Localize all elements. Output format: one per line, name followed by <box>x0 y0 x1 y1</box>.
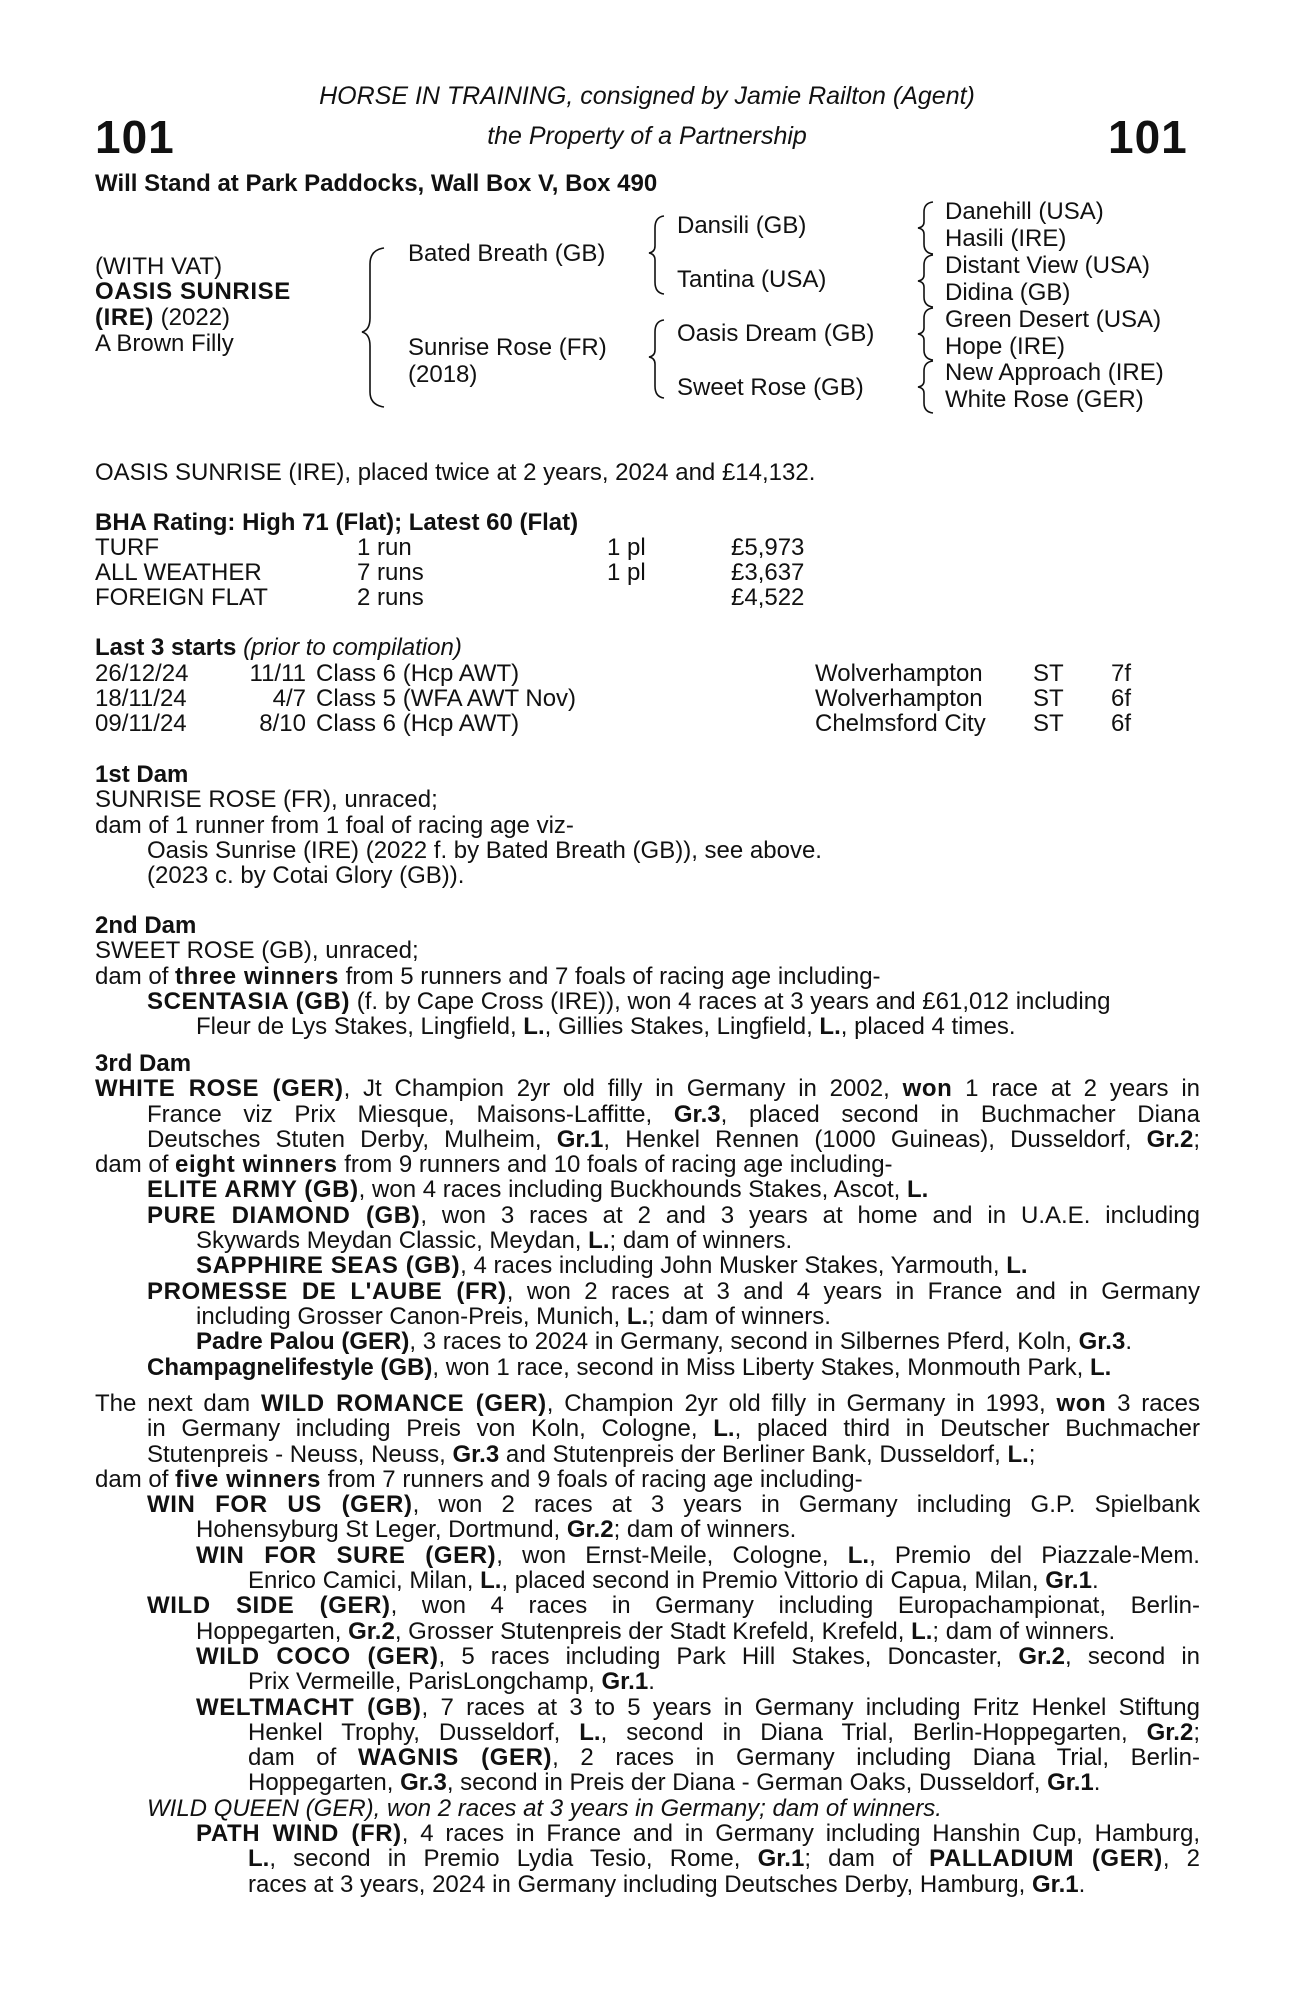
start-type: ST <box>1033 710 1064 737</box>
section-heading: 1st Dam <box>95 761 189 788</box>
produce-line: (2023 c. by Cotai Glory (GB)). <box>147 862 465 890</box>
produce-line: SAPPHIRE SEAS (GB), 4 races including John Musker Stakes, Yarmouth, L. <box>196 1252 1028 1280</box>
start-course: Chelmsford City <box>815 710 986 737</box>
horse-year: (2022) <box>154 304 231 331</box>
race-summary: OASIS SUNRISE (IRE), placed twice at 2 years, 2024 and £14,132. <box>95 459 816 486</box>
rating-surface: TURF <box>95 534 159 561</box>
consignor-line: HORSE IN TRAINING, consigned by Jamie Railton (Agent) <box>319 82 975 110</box>
produce-line: PURE DIAMOND (GB), won 3 races at 2 and 3 years at home and in U.A.E. including <box>147 1201 1200 1229</box>
produce-line: including Grosser Canon-Preis, Munich, L.; dam of winners. <box>196 1302 831 1330</box>
start-course: Wolverhampton <box>815 660 983 687</box>
dam-line: The next dam WILD ROMANCE (GER), Champion 2yr old filly in Germany in 1993, won 3 races <box>95 1390 1200 1417</box>
start-course: Wolverhampton <box>815 685 983 712</box>
dam-line: dam of five winners from 7 runners and 9 foals of racing age including- <box>95 1465 863 1493</box>
pedigree-dam-year: (2018) <box>408 361 478 388</box>
pedigree-dss: Green Desert (USA) <box>945 306 1162 333</box>
pedigree-sire-sire: Dansili (GB) <box>677 212 807 239</box>
pedigree-ssd: Hasili (IRE) <box>945 225 1067 252</box>
rating-money: £4,522 <box>731 584 805 611</box>
start-race: Class 6 (Hcp AWT) <box>316 710 520 737</box>
rating-money: £3,637 <box>731 559 805 586</box>
start-type: ST <box>1033 660 1064 687</box>
produce-line: PROMESSE DE L'AUBE (FR), won 2 races at 3 and 4 years in France and in Germany <box>147 1277 1200 1305</box>
pedigree-sds: Distant View (USA) <box>945 252 1150 279</box>
last-starts-title: Last 3 starts <box>95 634 237 661</box>
produce-line: Padre Palou (GER), 3 races to 2024 in Germany, second in Silbernes Pferd, Koln, Gr.3. <box>196 1328 1132 1356</box>
dam-line: France viz Prix Miesque, Maisons-Laffitte, Gr.3, placed second in Buchmacher Diana <box>147 1100 1200 1128</box>
start-date: 26/12/24 <box>95 660 189 687</box>
produce-line: Prix Vermeille, ParisLongchamp, Gr.1. <box>248 1668 655 1696</box>
produce-line: Hohensyburg St Leger, Dortmund, Gr.2; dam of winners. <box>196 1516 797 1544</box>
pedigree-dds: New Approach (IRE) <box>945 359 1164 386</box>
pedigree-dam-dam: Sweet Rose (GB) <box>677 374 864 401</box>
produce-line: WIN FOR US (GER), won 2 races at 3 years in Germany including G.P. Spielbank <box>147 1491 1200 1519</box>
rating-surface: FOREIGN FLAT <box>95 584 268 611</box>
start-distance: 7f <box>1111 660 1132 687</box>
produce-line: WILD SIDE (GER), won 4 races in Germany including Europachampionat, Berlin- <box>147 1592 1201 1620</box>
rating-placed: 1 pl <box>607 534 646 561</box>
produce-line: L., second in Premio Lydia Tesio, Rome, Gr.1; dam of PALLADIUM (GER), 2 <box>248 1845 1201 1873</box>
pedigree-dam: Sunrise Rose (FR) <box>408 334 607 361</box>
rating-runs: 2 runs <box>357 584 424 611</box>
start-race: Class 5 (WFA AWT Nov) <box>316 685 577 712</box>
horse-description: A Brown Filly <box>95 330 234 357</box>
produce-line: Henkel Trophy, Dusseldorf, L., second in Diana Trial, Berlin-Hoppegarten, Gr.2; <box>248 1718 1200 1746</box>
dam-line: SWEET ROSE (GB), unraced; <box>95 937 419 965</box>
dam-line: dam of three winners from 5 runners and 7 foals of racing age including- <box>95 962 881 990</box>
produce-line: Enrico Camici, Milan, L., placed second in Premio Vittorio di Capua, Milan, Gr.1. <box>248 1567 1099 1595</box>
third-dam-section <box>95 1051 1200 1380</box>
dam-line: dam of 1 runner from 1 foal of racing age viz- <box>95 811 574 839</box>
start-date: 18/11/24 <box>95 685 187 712</box>
dam-line: Stutenpreis - Neuss, Neuss, Gr.3 and Stutenpreis der Berliner Bank, Dusseldorf, L.; <box>147 1440 1036 1468</box>
rating-runs: 7 runs <box>357 559 424 586</box>
section-heading: 3rd Dam <box>95 1050 192 1077</box>
rating-runs: 1 run <box>357 534 412 561</box>
pedigree-sire: Bated Breath (GB) <box>408 240 606 267</box>
first-dam-section <box>95 762 1200 888</box>
produce-line: Champagnelifestyle (GB), won 1 race, second in Miss Liberty Stakes, Monmouth Park, L. <box>147 1353 1112 1381</box>
start-position: 4/7 <box>272 685 306 712</box>
pedigree-sdd: Didina (GB) <box>945 279 1071 306</box>
rating-surface: ALL WEATHER <box>95 559 262 586</box>
second-dam-section <box>95 913 1200 1039</box>
produce-line: dam of WAGNIS (GER), 2 races in Germany including Diana Trial, Berlin- <box>248 1744 1200 1772</box>
dam-line: dam of eight winners from 9 runners and 10 foals of racing age including- <box>95 1151 893 1179</box>
bha-rating: BHA Rating: High 71 (Flat); Latest 60 (Flat) <box>95 509 579 536</box>
produce-line: Hoppegarten, Gr.2, Grosser Stutenpreis der Stadt Krefeld, Krefeld, L.; dam of winners. <box>196 1617 1116 1645</box>
rating-money: £5,973 <box>731 534 805 561</box>
dam-line: WHITE ROSE (GER), Jt Champion 2yr old filly in Germany in 2002, won 1 race at 2 years in <box>95 1075 1200 1103</box>
produce-line: Fleur de Lys Stakes, Lingfield, L., Gillies Stakes, Lingfield, L., placed 4 times. <box>196 1013 1016 1041</box>
pedigree-sss: Danehill (USA) <box>945 198 1104 225</box>
start-type: ST <box>1033 685 1064 712</box>
produce-line: races at 3 years, 2024 in Germany including Deutsches Derby, Hamburg, Gr.1. <box>248 1870 1086 1898</box>
start-distance: 6f <box>1111 685 1132 712</box>
property-line: the Property of a Partnership <box>487 122 807 150</box>
pedigree-sire-dam: Tantina (USA) <box>677 266 827 293</box>
produce-line: WELTMACHT (GB), 7 races at 3 to 5 years in Germany including Fritz Henkel Stiftung <box>196 1693 1201 1721</box>
produce-line: ELITE ARMY (GB), won 4 races including Buckhounds Stakes, Ascot, L. <box>147 1176 929 1204</box>
rating-placed: 1 pl <box>607 559 646 586</box>
dam-line: in Germany including Preis von Koln, Cologne, L., placed third in Deutscher Buchmacher <box>147 1415 1200 1443</box>
vat-note: (WITH VAT) <box>95 253 223 280</box>
dam-line: Deutsches Stuten Derby, Mulheim, Gr.1, Henkel Rennen (1000 Guineas), Dusseldorf, Gr.2; <box>147 1125 1200 1153</box>
horse-country: (IRE) <box>95 304 154 331</box>
produce-line: WIN FOR SURE (GER), won Ernst-Meile, Cologne, L., Premio del Piazzale-Mem. <box>196 1541 1200 1569</box>
produce-line: Skywards Meydan Classic, Meydan, L.; dam of winners. <box>196 1227 793 1255</box>
pedigree-braces <box>0 0 1315 420</box>
start-race: Class 6 (Hcp AWT) <box>316 660 520 687</box>
dam-line: SUNRISE ROSE (FR), unraced; <box>95 786 438 814</box>
start-distance: 6f <box>1111 710 1132 737</box>
pedigree-dsd: Hope (IRE) <box>945 333 1066 360</box>
lot-number-right: 101 <box>1108 111 1188 163</box>
next-dam-section <box>95 1391 1200 1897</box>
start-position: 11/11 <box>249 660 306 687</box>
produce-line: PATH WIND (FR), 4 races in France and in Germany including Hanshin Cup, Hamburg, <box>196 1820 1200 1848</box>
lot-number-left: 101 <box>95 111 175 163</box>
last-starts-note: (prior to compilation) <box>236 634 462 661</box>
pedigree-dam-sire: Oasis Dream (GB) <box>677 320 875 347</box>
produce-line: SCENTASIA (GB) (f. by Cape Cross (IRE)), won 4 races at 3 years and £61,012 including <box>147 987 1111 1015</box>
produce-line: Oasis Sunrise (IRE) (2022 f. by Bated Breath (GB)), see above. <box>147 836 822 864</box>
stand-location: Will Stand at Park Paddocks, Wall Box V, Box 490 <box>95 170 658 197</box>
start-date: 09/11/24 <box>95 710 187 737</box>
last-starts-heading <box>95 635 462 660</box>
pedigree-ddd: White Rose (GER) <box>945 386 1144 413</box>
produce-line: Hoppegarten, Gr.3, second in Preis der Diana - German Oaks, Dusseldorf, Gr.1. <box>248 1769 1101 1797</box>
horse-name: OASIS SUNRISE <box>95 278 291 305</box>
section-heading: 2nd Dam <box>95 912 197 939</box>
produce-line: WILD COCO (GER), 5 races including Park Hill Stakes, Doncaster, Gr.2, second in <box>196 1642 1200 1670</box>
produce-line: WILD QUEEN (GER), won 2 races at 3 years in Germany; dam of winners. <box>147 1794 942 1822</box>
start-position: 8/10 <box>259 710 306 737</box>
